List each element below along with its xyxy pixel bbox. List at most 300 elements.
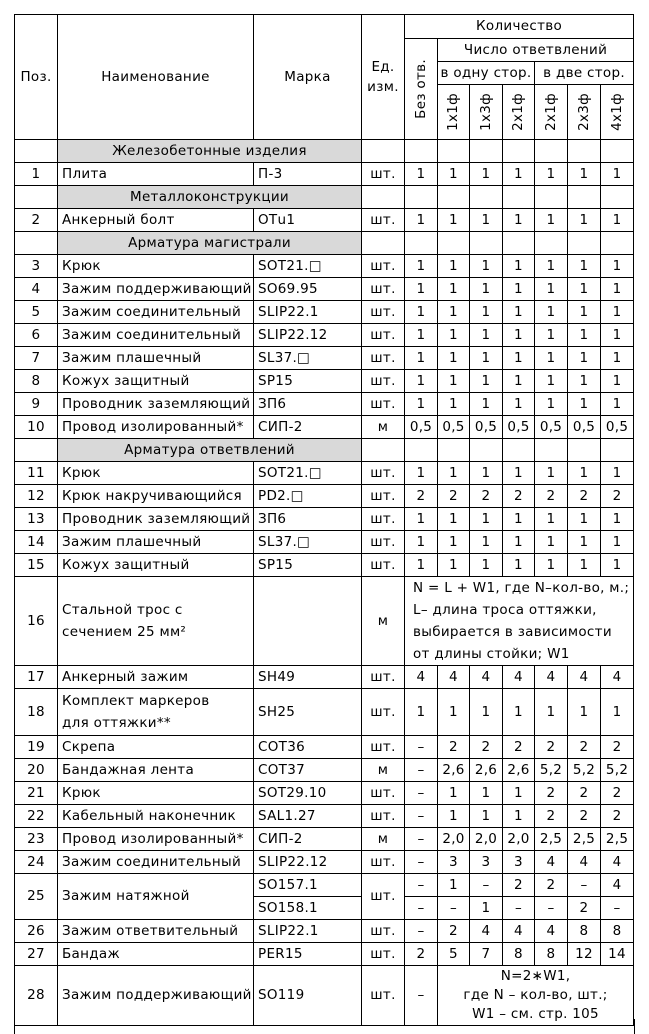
cell-qty: 1 bbox=[601, 370, 634, 393]
cell-qty: – bbox=[405, 966, 438, 1026]
cell-qty: 1 bbox=[568, 554, 601, 577]
cell-mark: СИП-2 bbox=[254, 416, 362, 439]
cell-mark: SOT21.□ bbox=[254, 462, 362, 485]
cell-qty: 1 bbox=[405, 163, 438, 186]
cell-unit: м bbox=[362, 759, 405, 782]
table-row bbox=[15, 163, 634, 186]
cell-unit: шт. bbox=[362, 920, 405, 943]
cell-qty: 2,6 bbox=[470, 759, 503, 782]
table-row bbox=[15, 301, 634, 324]
table-row bbox=[15, 324, 634, 347]
cell-qty: – bbox=[405, 874, 438, 897]
section-pos-cell bbox=[15, 140, 58, 163]
cell-qty: 2,6 bbox=[438, 759, 470, 782]
cell-qty: 2 bbox=[568, 805, 601, 828]
cell-qty: 7 bbox=[470, 943, 503, 966]
section-qty-cell bbox=[405, 140, 438, 163]
name-line-2: сечением 25 мм² bbox=[62, 624, 187, 640]
cell-unit: шт. bbox=[362, 531, 405, 554]
cell-qty: 1 bbox=[503, 255, 535, 278]
cell-qty: 0,5 bbox=[503, 416, 535, 439]
cell-name: Зажим плашечный bbox=[58, 531, 254, 554]
cell-unit: шт. bbox=[362, 278, 405, 301]
cell-qty: 1 bbox=[503, 163, 535, 186]
cell-pos: 26 bbox=[15, 920, 58, 943]
cell-qty: 1 bbox=[438, 163, 470, 186]
cell-qty: 2 bbox=[535, 782, 568, 805]
cell-pos: 24 bbox=[15, 851, 58, 874]
cell-unit: шт. bbox=[362, 347, 405, 370]
cell-qty: 1 bbox=[535, 689, 568, 736]
cell-mark: SLIP22.12 bbox=[254, 324, 362, 347]
cell-mark: СИП-2 bbox=[254, 828, 362, 851]
cell-qty: 0,5 bbox=[601, 416, 634, 439]
cell-pos: 8 bbox=[15, 370, 58, 393]
cell-qty: 1 bbox=[535, 531, 568, 554]
cell-qty: 1 bbox=[503, 782, 535, 805]
cell-qty: 1 bbox=[438, 508, 470, 531]
cell-name: Кожух защитный bbox=[58, 370, 254, 393]
cell-unit: шт. bbox=[362, 370, 405, 393]
section-pos-cell bbox=[15, 439, 58, 462]
cell-pos: 3 bbox=[15, 255, 58, 278]
name-line-2: для оттяжки** bbox=[62, 715, 171, 731]
note-line-3: W1 – см. стр. 105 bbox=[472, 1006, 599, 1022]
cell-qty: 1 bbox=[438, 393, 470, 416]
cell-qty: 1 bbox=[535, 324, 568, 347]
cell-qty: 1 bbox=[568, 393, 601, 416]
cell-qty: 12 bbox=[568, 943, 601, 966]
cell-qty: 5,2 bbox=[535, 759, 568, 782]
section-qty-cell bbox=[470, 186, 503, 209]
cell-pos: 2 bbox=[15, 209, 58, 232]
cell-name: Бандаж bbox=[58, 943, 254, 966]
cell-qty: 1 bbox=[568, 689, 601, 736]
section-qty-cell bbox=[438, 439, 470, 462]
section-qty-cell bbox=[535, 140, 568, 163]
cell-unit: м bbox=[362, 416, 405, 439]
table-row bbox=[15, 416, 634, 439]
cell-qty: 1 bbox=[405, 689, 438, 736]
cell-qty: 1 bbox=[535, 370, 568, 393]
cell-qty: 1 bbox=[470, 255, 503, 278]
cell-qty: 1 bbox=[535, 347, 568, 370]
header-col-4: 2х1ф bbox=[535, 85, 568, 140]
cell-name: Кожух защитный bbox=[58, 554, 254, 577]
section-qty-cell bbox=[503, 439, 535, 462]
cell-mark: SH25 bbox=[254, 689, 362, 736]
cell-qty: 1 bbox=[503, 554, 535, 577]
cell-qty: 1 bbox=[438, 209, 470, 232]
cell-name: Зажим соединительный bbox=[58, 324, 254, 347]
cell-qty: 1 bbox=[601, 554, 634, 577]
section-pos-cell bbox=[15, 186, 58, 209]
cell-name: Анкерный зажим bbox=[58, 666, 254, 689]
cell-qty: 1 bbox=[601, 462, 634, 485]
cell-qty: 1 bbox=[470, 163, 503, 186]
section-qty-cell bbox=[535, 232, 568, 255]
table-row bbox=[15, 666, 634, 689]
section-row bbox=[15, 439, 634, 462]
cell-qty: 1 bbox=[405, 554, 438, 577]
cell-mark: PD2.□ bbox=[254, 485, 362, 508]
cell-qty: 1 bbox=[470, 689, 503, 736]
cell-qty: 1 bbox=[568, 278, 601, 301]
section-qty-cell bbox=[568, 186, 601, 209]
cell-qty: 2,5 bbox=[568, 828, 601, 851]
cell-qty: 1 bbox=[470, 508, 503, 531]
cell-mark: SAL1.27 bbox=[254, 805, 362, 828]
table-row bbox=[15, 278, 634, 301]
cell-qty: 1 bbox=[438, 531, 470, 554]
section-row bbox=[15, 186, 634, 209]
section-qty-cell bbox=[405, 439, 438, 462]
header-col-1: 1х1ф bbox=[438, 85, 470, 140]
cell-qty: 2 bbox=[470, 485, 503, 508]
cell-unit: шт. bbox=[362, 393, 405, 416]
cell-qty: 4 bbox=[601, 666, 634, 689]
cell-name: Крюк bbox=[58, 255, 254, 278]
cell-qty: 0,5 bbox=[438, 416, 470, 439]
cell-qty: 4 bbox=[470, 666, 503, 689]
cell-qty: 1 bbox=[470, 531, 503, 554]
cell-qty: 1 bbox=[470, 462, 503, 485]
cell-qty: 5,2 bbox=[601, 759, 634, 782]
cell-qty: 1 bbox=[535, 255, 568, 278]
cell-pos: 20 bbox=[15, 759, 58, 782]
cell-unit: шт. bbox=[362, 943, 405, 966]
cell-qty: 4 bbox=[568, 851, 601, 874]
header-col-3: 2х1ф bbox=[503, 85, 535, 140]
cell-unit: шт. bbox=[362, 163, 405, 186]
cell-qty: – bbox=[405, 828, 438, 851]
cell-qty: 1 bbox=[405, 301, 438, 324]
cell-mark: SL37.□ bbox=[254, 531, 362, 554]
cell-qty: 1 bbox=[470, 278, 503, 301]
cell-qty: 1 bbox=[601, 689, 634, 736]
cell-qty: 1 bbox=[438, 278, 470, 301]
cell-qty: 1 bbox=[503, 805, 535, 828]
cell-pos: 23 bbox=[15, 828, 58, 851]
section-qty-cell bbox=[503, 232, 535, 255]
cell-qty: 2,5 bbox=[535, 828, 568, 851]
cell-qty: 8 bbox=[568, 920, 601, 943]
cell-qty: – bbox=[503, 897, 535, 920]
cell-name: Проводник заземляющий bbox=[58, 508, 254, 531]
cell-qty: 1 bbox=[601, 393, 634, 416]
cell-qty: 2 bbox=[405, 943, 438, 966]
cell-qty: 1 bbox=[601, 324, 634, 347]
cell-qty: 2 bbox=[438, 920, 470, 943]
cell-mark: SOT21.□ bbox=[254, 255, 362, 278]
cell-qty: 2 bbox=[568, 897, 601, 920]
header-pos: Поз. bbox=[15, 15, 58, 140]
cell-qty: 1 bbox=[535, 462, 568, 485]
cell-unit: шт. bbox=[362, 462, 405, 485]
cell-name: Крюк bbox=[58, 782, 254, 805]
cell-note: N = L + W1, где N–кол-во, м.; L– длина троса оттяжки, выбирается в зависимости от длины стойки; W1 bbox=[405, 577, 634, 666]
cell-unit: шт. bbox=[362, 851, 405, 874]
cell-name: Зажим плашечный bbox=[58, 347, 254, 370]
cell-mark: SLIP22.1 bbox=[254, 301, 362, 324]
section-unit-cell bbox=[362, 186, 405, 209]
section-qty-cell bbox=[535, 439, 568, 462]
header-mark: Марка bbox=[254, 15, 362, 140]
header-col-6: 4х1ф bbox=[601, 85, 634, 140]
cell-qty: 1 bbox=[405, 508, 438, 531]
cell-qty: 3 bbox=[503, 851, 535, 874]
section-qty-cell bbox=[568, 140, 601, 163]
table-row bbox=[15, 370, 634, 393]
cell-qty: 1 bbox=[438, 301, 470, 324]
table-row bbox=[15, 485, 634, 508]
cell-qty: 2,5 bbox=[601, 828, 634, 851]
cell-mark: ОТu1 bbox=[254, 209, 362, 232]
cell-mark: SP15 bbox=[254, 370, 362, 393]
table-row bbox=[15, 920, 634, 943]
cell-qty: 1 bbox=[503, 370, 535, 393]
cell-pos: 17 bbox=[15, 666, 58, 689]
cell-pos: 12 bbox=[15, 485, 58, 508]
cell-qty: 2 bbox=[438, 485, 470, 508]
section-qty-cell bbox=[438, 232, 470, 255]
section-qty-cell bbox=[470, 140, 503, 163]
cell-qty: 1 bbox=[438, 689, 470, 736]
header-two-sides: в две стор. bbox=[535, 62, 634, 85]
section-qty-cell bbox=[438, 140, 470, 163]
table-row bbox=[15, 736, 634, 759]
cell-qty: 2 bbox=[568, 736, 601, 759]
cell-qty: 1 bbox=[405, 531, 438, 554]
cell-pos: 28 bbox=[15, 966, 58, 1026]
cell-qty: 1 bbox=[470, 393, 503, 416]
cell-qty: 1 bbox=[568, 301, 601, 324]
cell-qty: 1 bbox=[470, 782, 503, 805]
cell-pos: 27 bbox=[15, 943, 58, 966]
cell-qty: – bbox=[568, 874, 601, 897]
cell-name: Провод изолированный* bbox=[58, 828, 254, 851]
section-qty-cell bbox=[601, 140, 634, 163]
table-row bbox=[15, 531, 634, 554]
cell-qty: – bbox=[405, 759, 438, 782]
cell-pos: 21 bbox=[15, 782, 58, 805]
section-row bbox=[15, 232, 634, 255]
cell-qty: 4 bbox=[535, 851, 568, 874]
cell-qty: 1 bbox=[438, 554, 470, 577]
table-row bbox=[15, 393, 634, 416]
cell-qty: 1 bbox=[601, 255, 634, 278]
cell-qty: – bbox=[438, 897, 470, 920]
section-unit-cell bbox=[362, 232, 405, 255]
cell-qty: 2 bbox=[535, 805, 568, 828]
cell-unit: шт. bbox=[362, 782, 405, 805]
sheet-continuation bbox=[14, 1019, 635, 1034]
cell-mark: SOT29.10 bbox=[254, 782, 362, 805]
cell-name: Крюк накручивающийся bbox=[58, 485, 254, 508]
header-quantity: Количество bbox=[405, 15, 634, 39]
cell-pos: 18 bbox=[15, 689, 58, 736]
cell-qty: 1 bbox=[568, 347, 601, 370]
cell-qty: – bbox=[405, 920, 438, 943]
cell-qty: 1 bbox=[535, 278, 568, 301]
cell-qty: 1 bbox=[568, 370, 601, 393]
cell-qty: 1 bbox=[438, 782, 470, 805]
cell-qty: 1 bbox=[535, 554, 568, 577]
cell-qty: 0,5 bbox=[535, 416, 568, 439]
cell-unit: шт. bbox=[362, 666, 405, 689]
section-unit-cell bbox=[362, 140, 405, 163]
cell-qty: 1 bbox=[503, 462, 535, 485]
cell-qty: 1 bbox=[601, 163, 634, 186]
cell-qty: 1 bbox=[438, 874, 470, 897]
cell-qty: 0,5 bbox=[568, 416, 601, 439]
cell-qty: 1 bbox=[405, 255, 438, 278]
section-qty-cell bbox=[568, 439, 601, 462]
cell-qty: 2 bbox=[568, 782, 601, 805]
cell-qty: 0,5 bbox=[405, 416, 438, 439]
cell-name: Зажим натяжной bbox=[58, 874, 254, 920]
cell-mark: SH49 bbox=[254, 666, 362, 689]
cell-unit: шт. bbox=[362, 554, 405, 577]
cell-qty: 1 bbox=[568, 209, 601, 232]
cell-mark bbox=[254, 577, 362, 666]
cell-qty: 8 bbox=[503, 943, 535, 966]
cell-unit: шт. bbox=[362, 689, 405, 736]
table-row bbox=[15, 874, 634, 897]
cell-qty: 1 bbox=[405, 393, 438, 416]
name-line-1: Комплект маркеров bbox=[62, 693, 210, 709]
cell-unit: шт. bbox=[362, 255, 405, 278]
section-qty-cell bbox=[535, 186, 568, 209]
table-row bbox=[15, 689, 634, 736]
cell-pos: 13 bbox=[15, 508, 58, 531]
cell-qty: 1 bbox=[535, 209, 568, 232]
cell-qty: 1 bbox=[405, 347, 438, 370]
table-row bbox=[15, 255, 634, 278]
table-row bbox=[15, 554, 634, 577]
cell-qty: 5,2 bbox=[568, 759, 601, 782]
cell-unit: шт. bbox=[362, 485, 405, 508]
cell-pos: 1 bbox=[15, 163, 58, 186]
header-branch-count: Число ответвлений bbox=[438, 39, 634, 62]
cell-mark: SL37.□ bbox=[254, 347, 362, 370]
cell-qty: 1 bbox=[535, 301, 568, 324]
cell-qty: – bbox=[535, 897, 568, 920]
name-line-1: Стальной трос с bbox=[62, 602, 183, 618]
specification-sheet bbox=[14, 14, 634, 1026]
cell-name: Крюк bbox=[58, 462, 254, 485]
cell-qty: 1 bbox=[470, 554, 503, 577]
cell-qty: – bbox=[470, 874, 503, 897]
cell-qty: 0,5 bbox=[470, 416, 503, 439]
cell-qty: 1 bbox=[503, 347, 535, 370]
cell-qty: 1 bbox=[470, 370, 503, 393]
cell-qty: 1 bbox=[438, 462, 470, 485]
cell-qty: – bbox=[405, 736, 438, 759]
cell-qty: 4 bbox=[503, 666, 535, 689]
cell-qty: 1 bbox=[438, 805, 470, 828]
cell-unit: м bbox=[362, 828, 405, 851]
table-row bbox=[15, 759, 634, 782]
cell-qty: 4 bbox=[405, 666, 438, 689]
cell-qty: 2 bbox=[601, 782, 634, 805]
cell-pos: 7 bbox=[15, 347, 58, 370]
cell-qty: 1 bbox=[405, 278, 438, 301]
cell-pos: 19 bbox=[15, 736, 58, 759]
cell-qty: 1 bbox=[503, 508, 535, 531]
section-title: Металлоконструкции bbox=[58, 186, 362, 209]
cell-name: Кабельный наконечник bbox=[58, 805, 254, 828]
header-no-branch: Без отв. bbox=[405, 39, 438, 140]
table-row bbox=[15, 966, 634, 1026]
cell-qty: 1 bbox=[568, 531, 601, 554]
cell-mark: П-3 bbox=[254, 163, 362, 186]
cell-qty: 1 bbox=[601, 531, 634, 554]
cell-mark: SO119 bbox=[254, 966, 362, 1026]
cell-qty: 2 bbox=[503, 485, 535, 508]
section-pos-cell bbox=[15, 232, 58, 255]
cell-qty: 1 bbox=[535, 508, 568, 531]
cell-mark: СОТ36 bbox=[254, 736, 362, 759]
section-qty-cell bbox=[601, 232, 634, 255]
cell-qty: 2 bbox=[503, 736, 535, 759]
cell-mark: ЗП6 bbox=[254, 393, 362, 416]
cell-qty: 1 bbox=[601, 278, 634, 301]
cell-qty: 1 bbox=[405, 324, 438, 347]
cell-mark: PER15 bbox=[254, 943, 362, 966]
cell-pos: 11 bbox=[15, 462, 58, 485]
cell-mark: ЗП6 bbox=[254, 508, 362, 531]
cell-qty: 1 bbox=[601, 209, 634, 232]
cell-qty: 2 bbox=[601, 736, 634, 759]
cell-qty: 1 bbox=[438, 347, 470, 370]
cell-qty: 1 bbox=[503, 531, 535, 554]
cell-name: Скрепа bbox=[58, 736, 254, 759]
cell-qty: 2,0 bbox=[503, 828, 535, 851]
cell-name: Анкерный болт bbox=[58, 209, 254, 232]
cell-unit: шт. bbox=[362, 874, 405, 920]
cell-qty: 1 bbox=[405, 462, 438, 485]
specification-table bbox=[14, 14, 634, 1026]
section-qty-cell bbox=[405, 232, 438, 255]
cell-qty: 1 bbox=[503, 278, 535, 301]
cell-qty: 4 bbox=[470, 920, 503, 943]
cell-pos: 15 bbox=[15, 554, 58, 577]
cell-name: Бандажная лента bbox=[58, 759, 254, 782]
cell-qty: – bbox=[405, 782, 438, 805]
cell-qty: 2 bbox=[535, 736, 568, 759]
cell-qty: 1 bbox=[438, 255, 470, 278]
cell-qty: 1 bbox=[405, 370, 438, 393]
cell-qty: 1 bbox=[601, 508, 634, 531]
cell-qty: 1 bbox=[568, 462, 601, 485]
section-qty-cell bbox=[470, 232, 503, 255]
header-name: Наименование bbox=[58, 15, 254, 140]
note-line-2: где N – кол-во, шт.; bbox=[463, 987, 608, 1003]
cell-qty: 1 bbox=[470, 897, 503, 920]
cell-pos: 6 bbox=[15, 324, 58, 347]
cell-qty: 8 bbox=[601, 920, 634, 943]
cell-qty: 8 bbox=[535, 943, 568, 966]
cell-pos: 25 bbox=[15, 874, 58, 920]
cell-unit: шт. bbox=[362, 209, 405, 232]
cell-qty: 2 bbox=[503, 874, 535, 897]
cell-qty: 4 bbox=[601, 851, 634, 874]
cell-qty: 1 bbox=[601, 347, 634, 370]
header-unit: Ед. изм. bbox=[362, 15, 405, 140]
cell-qty: – bbox=[405, 851, 438, 874]
cell-unit: шт. bbox=[362, 508, 405, 531]
